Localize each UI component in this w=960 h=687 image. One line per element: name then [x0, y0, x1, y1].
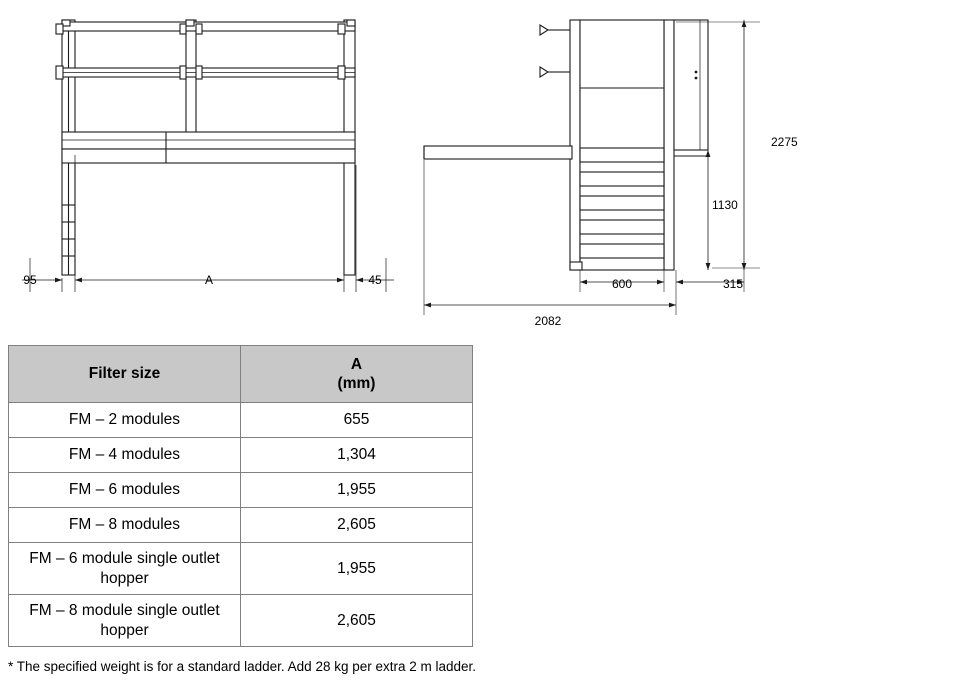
cell-dimension-a: 2,605: [241, 508, 473, 543]
cell-dimension-a: 2,605: [241, 595, 473, 647]
table-row: [9, 438, 473, 473]
cell-filter-size: FM – 2 modules: [9, 403, 241, 438]
table-row: [9, 543, 473, 595]
cell-dimension-a: 1,304: [241, 438, 473, 473]
dimension-platform-height: 1130: [712, 198, 738, 212]
front-elevation-view: [22, 20, 394, 292]
table-row: [9, 473, 473, 508]
dimension-width-a: A: [204, 273, 214, 287]
dimension-right-offset: 45: [368, 273, 382, 287]
cell-dimension-a: 655: [241, 403, 473, 438]
header-dimension-a-symbol: A: [350, 355, 363, 373]
cell-filter-size: FM – 4 modules: [9, 438, 241, 473]
dimension-rear-offset: 315: [722, 277, 744, 291]
footnote: * The specified weight is for a standard ladder. Add 28 kg per extra 2 m ladder.: [8, 659, 477, 674]
table-header-row: [9, 346, 473, 403]
cell-filter-size: FM – 6 modules: [9, 473, 241, 508]
cell-dimension-a: 1,955: [241, 543, 473, 595]
header-filter-size: Filter size: [9, 346, 241, 403]
dimension-left-offset: 95: [23, 273, 37, 287]
cell-filter-size: FM – 8 module single outlet hopper: [9, 595, 241, 647]
dimension-overall-height: 2275: [771, 135, 798, 149]
header-dimension-a-unit: (mm): [337, 375, 376, 392]
side-elevation-view: [424, 20, 760, 315]
table-row: [9, 403, 473, 438]
dimension-ladder-width: 600: [611, 277, 633, 291]
dimension-overall-depth: 2082: [534, 314, 562, 328]
cell-filter-size: FM – 6 module single outlet hopper: [9, 543, 241, 595]
dimensional-drawing: [0, 0, 960, 340]
filter-size-table: [8, 345, 473, 647]
cell-dimension-a: 1,955: [241, 473, 473, 508]
table-row: [9, 595, 473, 647]
table-row: [9, 508, 473, 543]
cell-filter-size: FM – 8 modules: [9, 508, 241, 543]
filter-size-table-wrapper: [8, 345, 472, 647]
header-dimension-a: [241, 346, 473, 403]
